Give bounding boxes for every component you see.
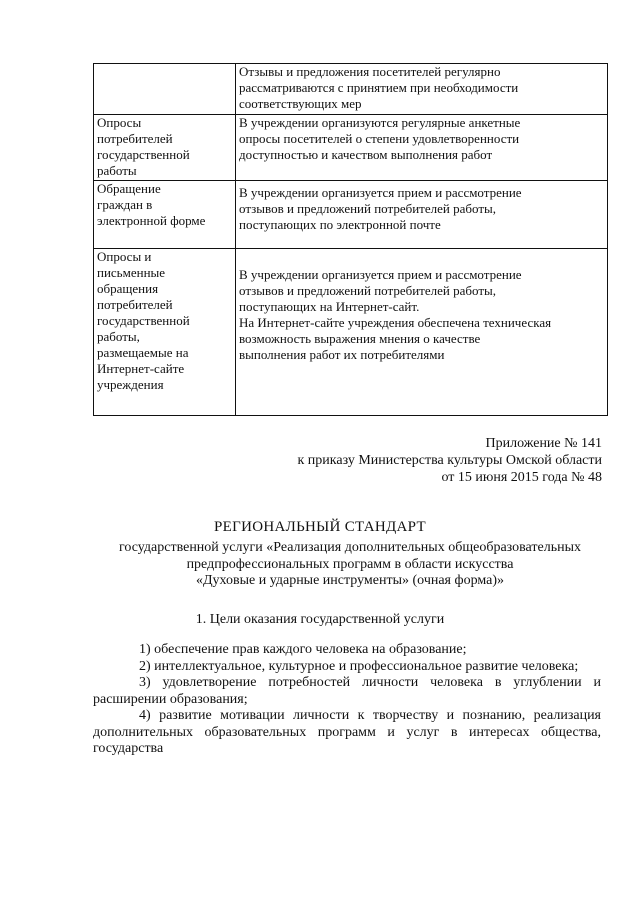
method-line: Опросы и (97, 249, 152, 264)
description-line: В учреждении организуются регулярные анкетные (239, 115, 521, 130)
appendix-number: Приложение № 141 (485, 436, 602, 451)
appendix-date: от 15 июня 2015 года № 48 (441, 470, 602, 485)
method-line: размещаемые на (97, 345, 189, 360)
description-line: отзывов и предложений потребителей работы, (239, 283, 496, 298)
method-line: потребителей (97, 131, 173, 146)
feedback-methods-table (93, 63, 608, 416)
description-line: рассматриваются с принятием при необходимости (239, 80, 519, 95)
method-cell (94, 64, 236, 115)
description-cell (236, 115, 608, 181)
document-title: РЕГИОНАЛЬНЫЙ СТАНДАРТ (214, 519, 426, 535)
appendix-reference (298, 435, 603, 486)
description-line: возможность выражения мнения о качестве (239, 331, 481, 346)
description-line: отзывов и предложений потребителей работы, (239, 201, 496, 216)
method-line: государственной (97, 147, 190, 162)
table-row (94, 115, 608, 181)
method-line: учреждения (97, 377, 164, 392)
method-cell (94, 249, 236, 416)
description-cell (236, 249, 608, 416)
description-line: поступающих по электронной почте (239, 217, 441, 232)
description-cell (236, 181, 608, 249)
method-line: обращения (97, 281, 159, 296)
description-line: опросы посетителей о степени удовлетворенности (239, 131, 520, 146)
table-row (94, 64, 608, 115)
list-item: 2) интеллектуальное, культурное и профессиональное развитие человека; (139, 658, 579, 674)
method-line: государственной (97, 313, 190, 328)
table-row (94, 181, 608, 249)
list-item: 3) удовлетворение потребностей личности человека в углублении и расширении образования; (93, 675, 601, 707)
method-cell (94, 181, 236, 249)
description-line: доступностью и качеством выполнения работ (239, 147, 493, 162)
method-cell (94, 115, 236, 181)
description-line: На Интернет-сайте учреждения обеспечена техническая (239, 315, 552, 330)
method-line: потребителей (97, 297, 173, 312)
table-row (94, 249, 608, 416)
description-line: соответствующих мер (239, 96, 362, 111)
description-line: выполнения работ их потребителями (239, 347, 445, 362)
list-item: 1) обеспечение прав каждого человека на образование; (139, 642, 467, 657)
description-line: поступающих на Интернет-сайт. (239, 299, 420, 314)
subtitle-line: государственной услуги «Реализация дополнительных общеобразовательных (119, 540, 581, 555)
description-cell (236, 64, 608, 115)
list-item: 4) развитие мотивации личности к творчеству и познанию, реализация дополнительных образовательных программ и услуг в интересах общества, государства (93, 708, 601, 756)
method-line: граждан в (97, 197, 153, 212)
method-line: Обращение (97, 181, 161, 196)
method-line: работы, (97, 329, 140, 344)
appendix-order: к приказу Министерства культуры Омской области (297, 453, 602, 468)
subtitle-line: предпрофессиональных программ в области искусства (186, 556, 514, 572)
method-line: Опросы (97, 115, 142, 130)
description-line: Отзывы и предложения посетителей регулярно (239, 64, 501, 79)
description-line: В учреждении организуется прием и рассмотрение (239, 267, 522, 282)
section-heading: 1. Цели оказания государственной услуги (195, 612, 445, 627)
document-subtitle (95, 540, 605, 590)
description-line: В учреждении организуется прием и рассмотрение (239, 185, 522, 200)
method-line: Интернет-сайте (97, 361, 185, 376)
method-line: электронной форме (97, 213, 206, 228)
subtitle-line: «Духовые и ударные инструменты» (очная форма)» (196, 573, 504, 588)
goals-list (93, 642, 601, 758)
method-line: письменные (97, 265, 166, 280)
method-line: работы (97, 163, 137, 178)
